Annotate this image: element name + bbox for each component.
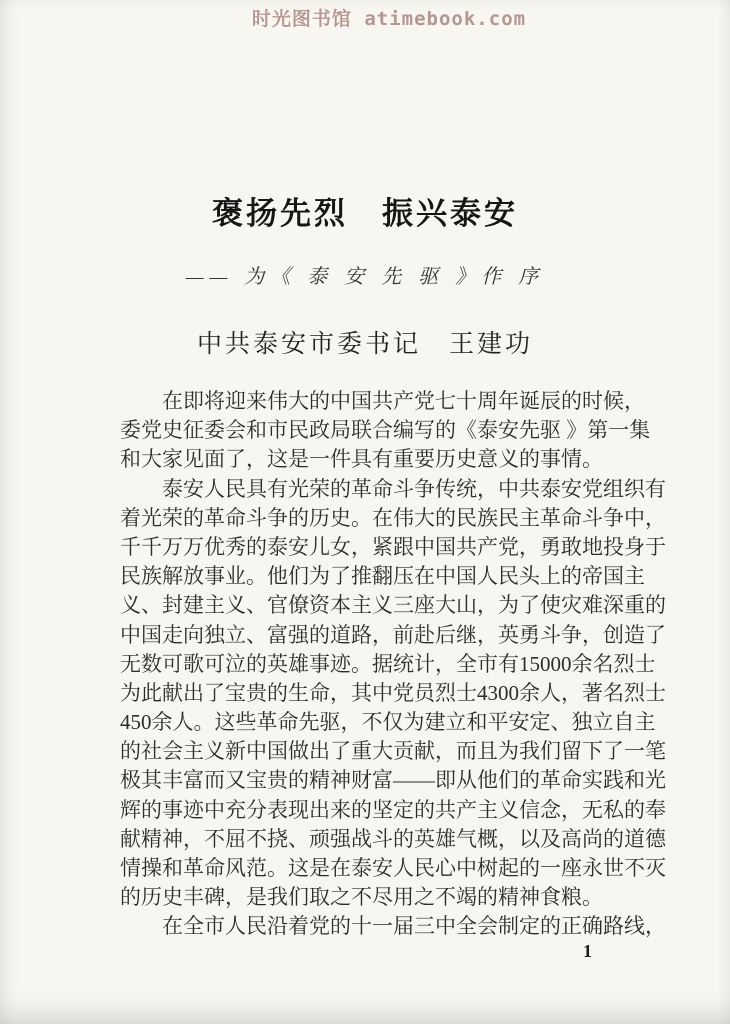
article-title: 褒扬先烈 振兴泰安 xyxy=(212,196,518,231)
body-line: 中国走向独立、富强的道路，前赴后继，英勇斗争，创造了 xyxy=(120,622,666,647)
body-line: 献精神，不屈不挠、顽强战斗的英雄气概，以及高尚的道德 xyxy=(120,826,666,851)
body-line: 民族解放事业。他们为了推翻压在中国人民头上的帝国主 xyxy=(120,564,645,589)
body-line: 极其丰富而又宝贵的精神财富——即从他们的革命实践和光 xyxy=(120,768,666,793)
author-line: 中共泰安市委书记 王建功 xyxy=(196,331,533,358)
body-line: 情操和革命风范。这是在泰安人民心中树起的一座永世不灭 xyxy=(120,856,666,880)
article-subtitle: —— 为《 泰 安 先 驱 》作 序 xyxy=(185,266,545,288)
body-line: 450余人。这些革命先驱，不仅为建立和平安定、独立自主 xyxy=(120,710,656,735)
body-line: 泰安人民具有光荣的革命斗争传统，中共泰安党组织有 xyxy=(162,476,666,501)
page-number: 1 xyxy=(583,941,592,961)
body-line: 在即将迎来伟大的中国共产党七十周年诞辰的时候， xyxy=(162,389,645,413)
body-line: 和大家见面了，这是一件具有重要历史意义的事情。 xyxy=(120,447,603,472)
body-line: 的历史丰碑，是我们取之不尽用之不竭的精神食粮。 xyxy=(120,885,603,910)
body-line: 的社会主义新中国做出了重大贡献，而且为我们留下了一笔 xyxy=(120,739,666,764)
body-line: 千千万万优秀的泰安儿女，紧跟中国共产党，勇敢地投身于 xyxy=(120,534,666,559)
body-line: 辉的事迹中充分表现出来的坚定的共产主义信念，无私的奉 xyxy=(120,797,666,822)
site-watermark: 时光图书馆 atimebook.com xyxy=(251,8,527,30)
body-line: 无数可歌可泣的英雄事迹。据统计，全市有15000余名烈士 xyxy=(120,651,656,676)
body-text xyxy=(120,387,666,942)
body-line: 义、封建主义、官僚资本主义三座大山，为了使灾难深重的 xyxy=(120,593,666,618)
body-line: 在全市人民沿着党的十一届三中全会制定的正确路线， xyxy=(162,914,666,939)
body-line: 为此献出了宝贵的生命，其中党员烈士4300余人，著名烈士 xyxy=(120,680,666,705)
body-line: 委党史征委会和市民政局联合编写的《泰安先驱 》第一集 xyxy=(120,418,651,443)
body-line: 着光荣的革命斗争的历史。在伟大的民族民主革命斗争中， xyxy=(120,505,666,530)
